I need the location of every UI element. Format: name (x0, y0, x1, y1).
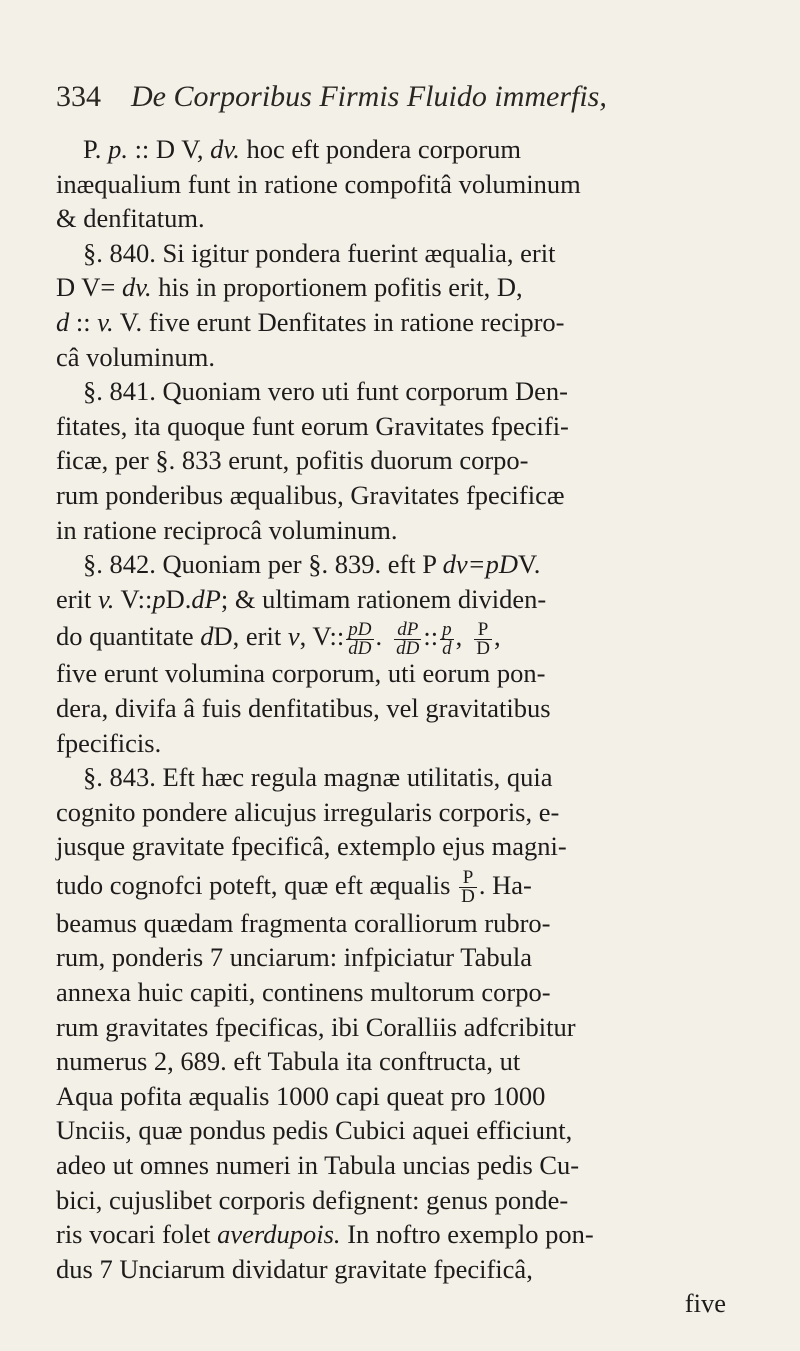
text-line: Unciis, quæ pondus pedis Cubici aquei efficiunt, (56, 1115, 573, 1146)
body-text (56, 132, 746, 1321)
text-line: §. 843. Eft hæc regula magnæ utilitatis, quia (83, 762, 553, 793)
text-line: dera, divifa â fuis denfitatibus, vel gravitatibus (56, 692, 551, 723)
text-line: five erunt volumina corporum, uti eorum pon- (56, 658, 546, 689)
text-line: câ voluminum. (56, 341, 215, 372)
text-line: in ratione reciprocâ voluminum. (56, 514, 398, 545)
text-line: P. p. :: D V, dv. hoc eft pondera corporum (83, 134, 521, 164)
fraction-line: do quantitate dD, erit v, V:: $\frac{pD}{dD}$ . $\frac{dP}{dD}$ :: $\frac{p}{d}$ , $\frac{P}{D}$ , (56, 618, 501, 659)
text-line: jusque gravitate fpecificâ, extemplo ejus magni- (56, 831, 567, 862)
text-line: & denfitatum. (56, 203, 205, 234)
text-line: cognito pondere alicujus irregularis corporis, e- (56, 796, 560, 827)
text-line: annexa huic capiti, continens multorum corpo- (56, 977, 551, 1008)
text-line: bici, cujuslibet corporis defignent: genus ponde- (56, 1184, 569, 1215)
fraction-P-over-D-2: $\frac{P}{D}$ (461, 867, 475, 908)
fraction-line-pd: tudo cognofci poteft, quæ eft æqualis $\frac{P}{D}$ . Ha- (56, 867, 532, 908)
text-line: fitates, ita quoque funt eorum Gravitates fpecifi- (56, 410, 569, 441)
text-line: rum ponderibus æqualibus, Gravitates fpecificæ (56, 479, 565, 510)
page-header (56, 80, 746, 124)
text-line: Aqua pofita æqualis 1000 capi queat pro 1000 (56, 1080, 546, 1111)
fraction-P-over-D: $\frac{P}{D}$ (476, 618, 490, 659)
running-title: De Corporibus Firmis Fluido immerfis, (131, 80, 607, 113)
page-number: 334 (56, 80, 101, 113)
text-line: §. 840. Si igitur pondera fuerint æqualia, erit (83, 237, 556, 268)
text-line: §. 842. Quoniam per §. 839. eft P dv=pDV. (83, 549, 541, 580)
text-line: numerus 2, 689. eft Tabula ita conftructa, ut (56, 1046, 521, 1077)
text-line: ficæ, per §. 833 erunt, pofitis duorum corpo- (56, 445, 529, 476)
fraction-p-over-d: $\frac{p}{d}$ (442, 618, 452, 659)
text-line: beamus quædam fragmenta coralliorum rubro- (56, 907, 551, 938)
catchword: five (684, 1288, 726, 1319)
text-line: adeo ut omnes numeri in Tabula uncias pedis Cu- (56, 1150, 580, 1181)
text-line: D V= dv. his in proportionem pofitis erit, D, (56, 272, 523, 303)
text-line: rum gravitates fpecificas, ibi Coralliis adfcribitur (56, 1011, 576, 1042)
text-line: fpecificis. (56, 727, 162, 758)
text-line: dus 7 Unciarum dividatur gravitate fpecificâ, (56, 1253, 533, 1284)
text-line: erit v. V::pD.dP; & ultimam rationem dividen- (56, 583, 547, 614)
text-line: rum, ponderis 7 unciarum: infpiciatur Tabula (56, 942, 533, 973)
text-line: §. 841. Quoniam vero uti funt corporum Den- (83, 376, 568, 407)
fraction-dp-over-dd: $\frac{dP}{dD}$ (396, 618, 420, 659)
text-line: d :: v. V. five erunt Denfitates in ratione recipro- (56, 306, 565, 337)
text-line: inæqualium funt in ratione compofitâ voluminum (56, 168, 581, 199)
fraction-pd-over-dd: $\frac{pD}{dD}$ (348, 618, 372, 659)
text-line: ris vocari folet averdupois. In noftro exemplo pon- (56, 1219, 594, 1250)
